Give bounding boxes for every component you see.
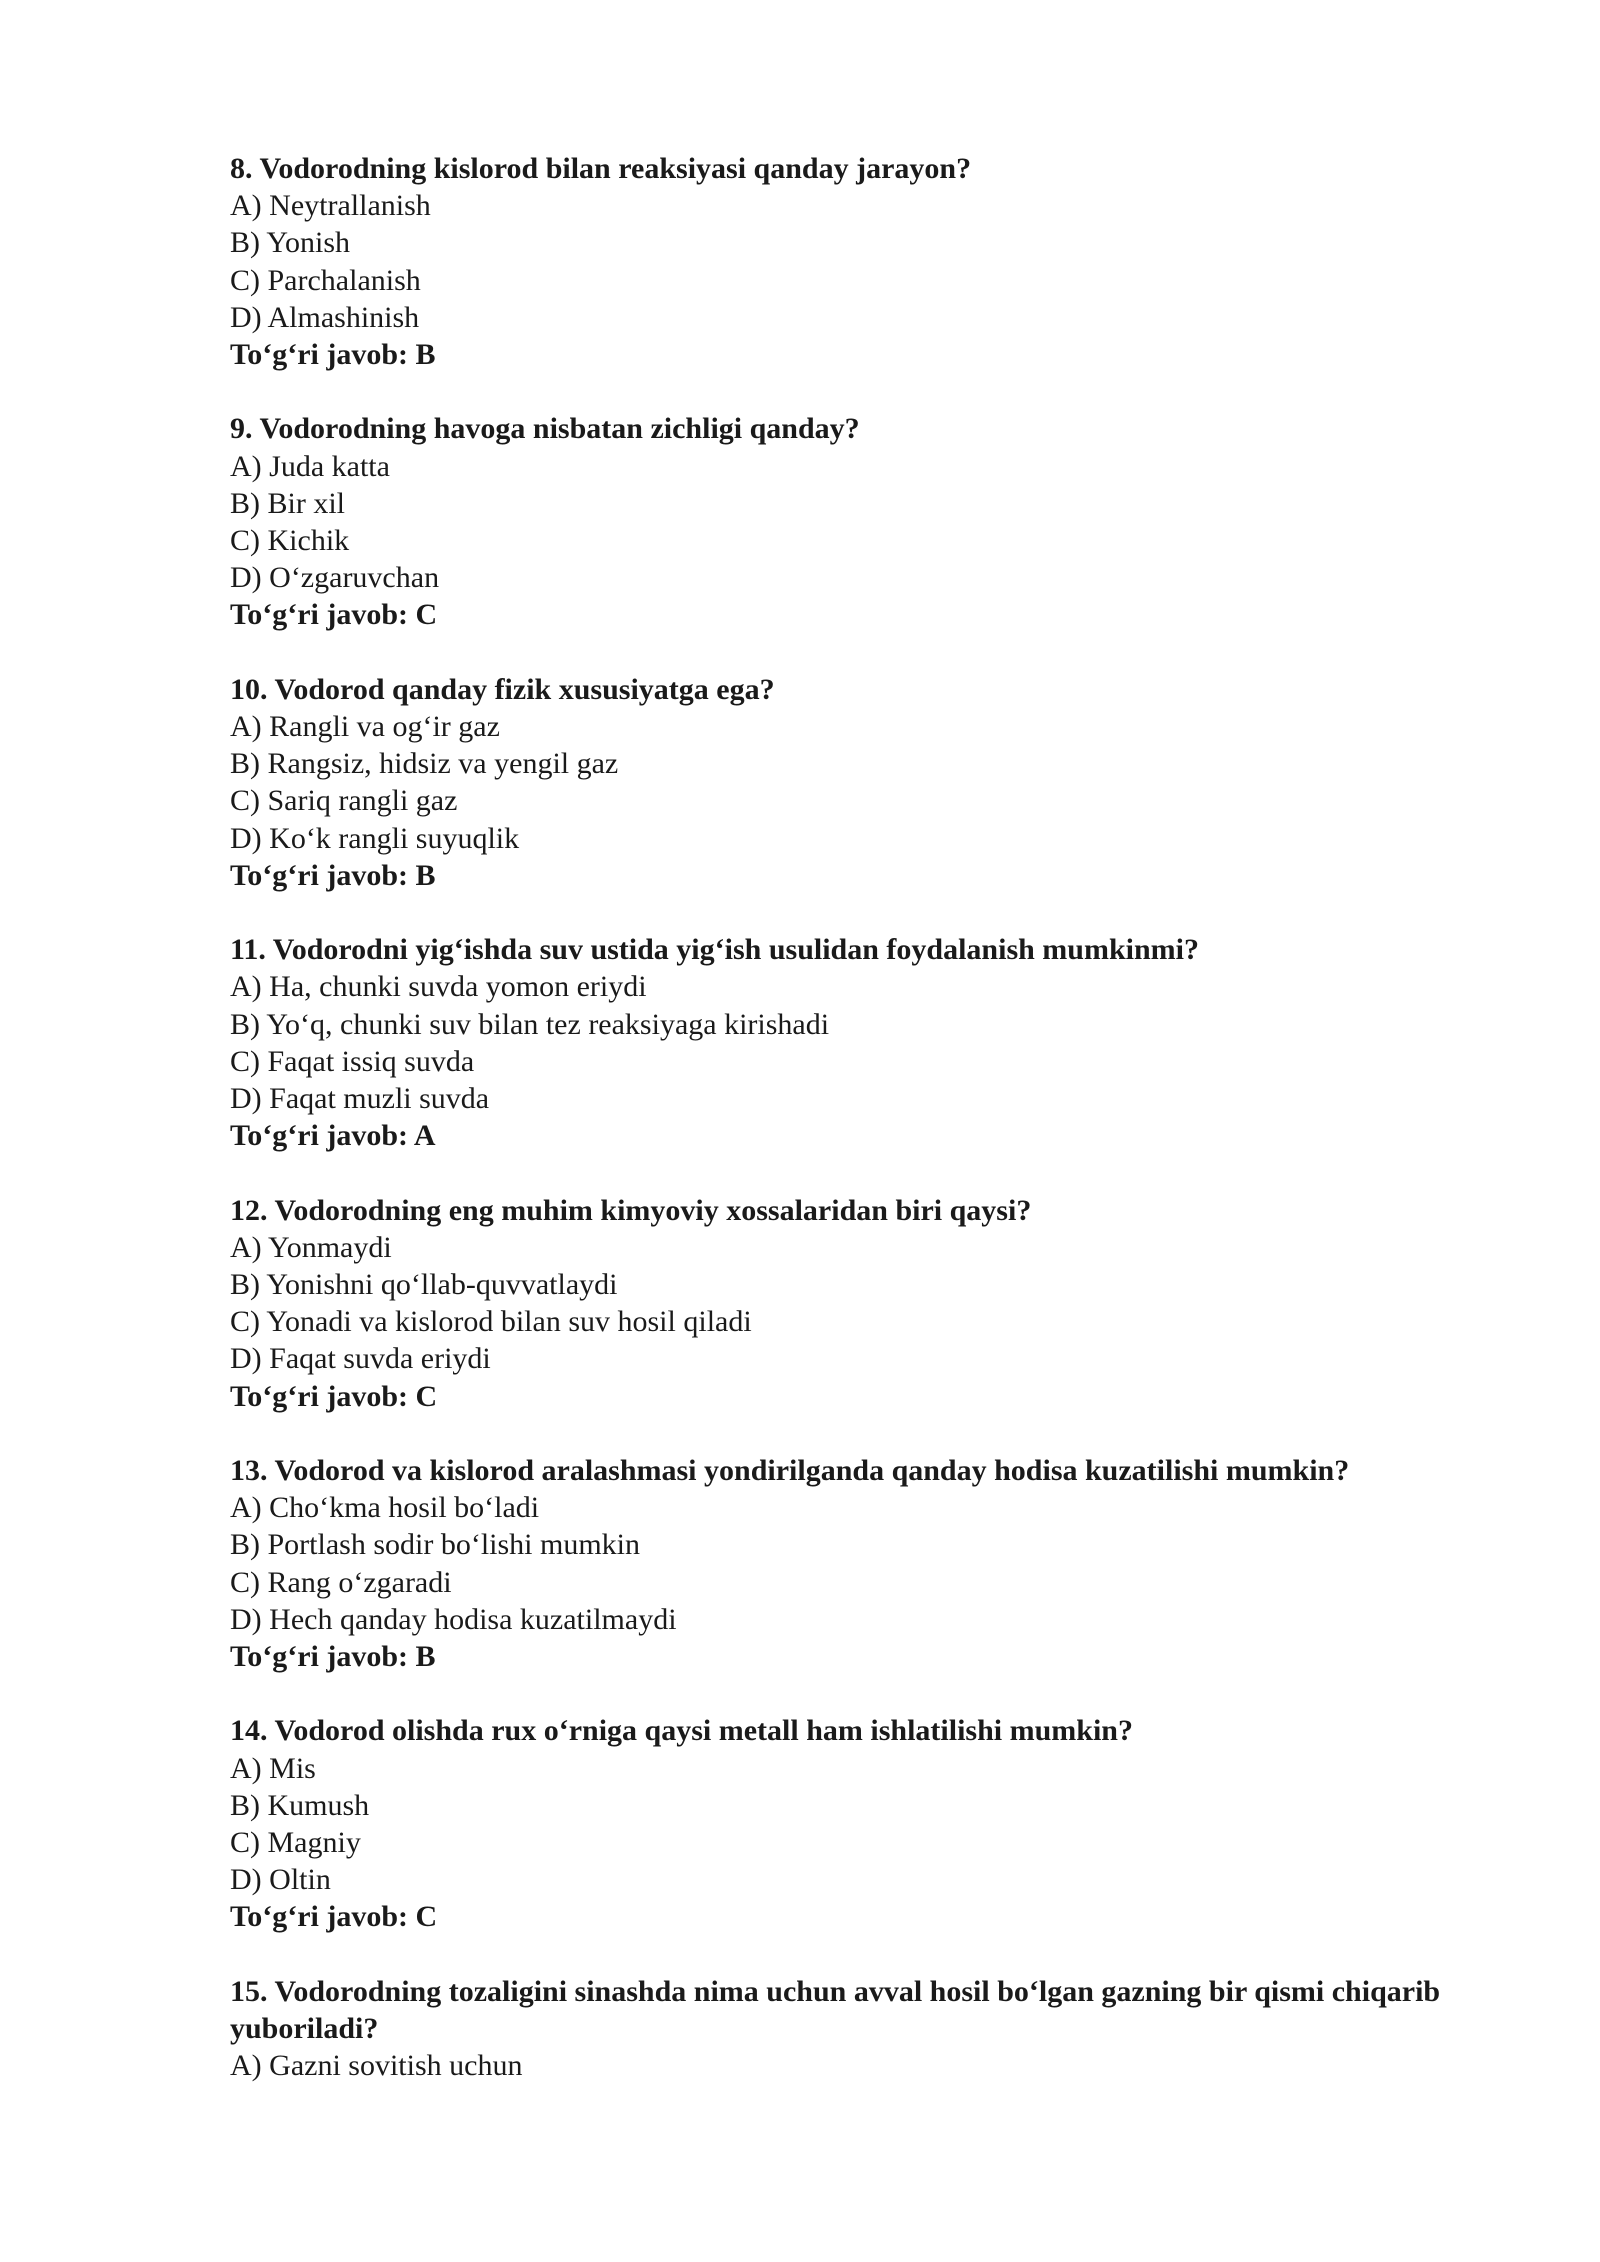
option-c: C) Magniy (230, 1826, 361, 1860)
option-d: D) Ko‘k rangli suyuqlik (230, 821, 520, 855)
option-d: D) Almashinish (230, 300, 420, 334)
option-b: B) Rangsiz, hidsiz va yengil gaz (230, 747, 619, 781)
option-d: D) Oltin (230, 1863, 331, 1897)
correct-answer: To‘g‘ri javob: C (230, 1379, 438, 1413)
option-d: D) Faqat suvda eriydi (230, 1342, 491, 1376)
option-a: A) Juda katta (230, 449, 390, 483)
question-block (230, 1712, 1470, 1935)
question-block (230, 1973, 1470, 2085)
option-a: A) Yonmaydi (230, 1230, 392, 1264)
option-d: D) Hech qanday hodisa kuzatilmaydi (230, 1602, 677, 1636)
option-c: C) Rang o‘zgaradi (230, 1565, 452, 1599)
option-a: A) Ha, chunki suvda yomon eriydi (230, 970, 647, 1004)
question-block (230, 671, 1470, 894)
correct-answer: To‘g‘ri javob: B (230, 338, 436, 372)
question-text: 14. Vodorod olishda rux o‘rniga qaysi metall ham ishlatilishi mumkin? (230, 1714, 1133, 1748)
option-c: C) Yonadi va kislorod bilan suv hosil qiladi (230, 1305, 752, 1339)
option-b: B) Yonishni qo‘llab-quvvatlaydi (230, 1268, 618, 1302)
correct-answer: To‘g‘ri javob: B (230, 1640, 436, 1674)
option-b: B) Portlash sodir bo‘lishi mumkin (230, 1528, 641, 1562)
option-a: A) Neytrallanish (230, 189, 431, 223)
question-block (230, 1452, 1470, 1675)
question-text: 12. Vodorodning eng muhim kimyoviy xossalaridan biri qaysi? (230, 1193, 1032, 1227)
correct-answer: To‘g‘ri javob: B (230, 858, 436, 892)
option-b: B) Kumush (230, 1788, 370, 1822)
option-a: A) Cho‘kma hosil bo‘ladi (230, 1491, 540, 1525)
correct-answer: To‘g‘ri javob: C (230, 1900, 438, 1934)
correct-answer: To‘g‘ri javob: C (230, 598, 438, 632)
option-c: C) Parchalanish (230, 263, 421, 297)
option-d: D) Faqat muzli suvda (230, 1082, 490, 1116)
question-text: 9. Vodorodning havoga nisbatan zichligi qanday? (230, 412, 860, 446)
option-c: C) Faqat issiq suvda (230, 1044, 475, 1078)
question-block (230, 410, 1470, 633)
option-c: C) Kichik (230, 524, 350, 558)
option-c: C) Sariq rangli gaz (230, 784, 458, 818)
question-text: 11. Vodorodni yig‘ishda suv ustida yig‘ish usulidan foydalanish mumkinmi? (230, 933, 1199, 967)
option-a: A) Mis (230, 1751, 316, 1785)
question-block (230, 150, 1470, 373)
option-a: A) Gazni sovitish uchun (230, 2049, 523, 2083)
question-text: 15. Vodorodning tozaligini sinashda nima uchun avval hosil bo‘lgan gazning bir qismi chiqarib yuboriladi? (230, 1974, 1441, 2046)
option-b: B) Yo‘q, chunki suv bilan tez reaksiyaga kirishadi (230, 1007, 830, 1041)
question-block (230, 931, 1470, 1154)
correct-answer: To‘g‘ri javob: A (230, 1119, 436, 1153)
quiz-content (230, 150, 1470, 2122)
question-text: 10. Vodorod qanday fizik xususiyatga ega? (230, 672, 775, 706)
option-b: B) Yonish (230, 226, 351, 260)
option-b: B) Bir xil (230, 486, 346, 520)
question-text: 8. Vodorodning kislorod bilan reaksiyasi qanday jarayon? (230, 152, 972, 185)
question-block (230, 1192, 1470, 1415)
option-a: A) Rangli va og‘ir gaz (230, 710, 500, 744)
option-d: D) O‘zgaruvchan (230, 561, 440, 595)
question-text: 13. Vodorod va kislorod aralashmasi yondirilganda qanday hodisa kuzatilishi mumkin? (230, 1454, 1350, 1488)
